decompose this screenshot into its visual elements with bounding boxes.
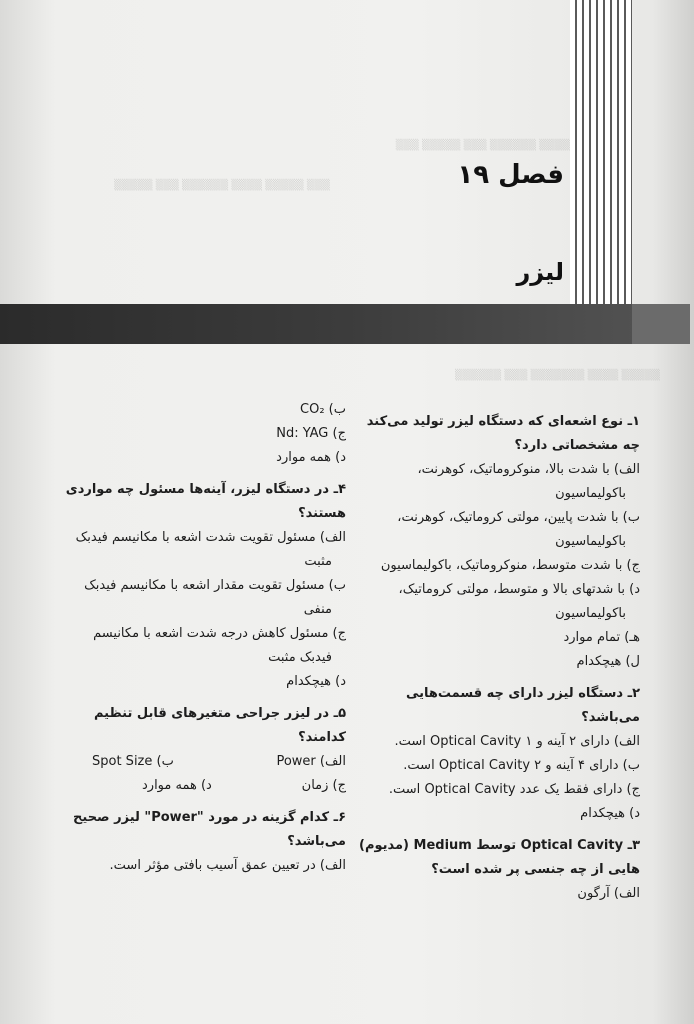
option-a: الف) Power bbox=[276, 754, 346, 769]
option: ج) با شدت متوسط، منوکروماتیک، باکولیماسیون bbox=[380, 558, 640, 573]
option-continuation: باکولیماسیون bbox=[555, 606, 626, 621]
bleed-through-text: ▒▒▒▒ ▒▒▒▒▒▒ ▒▒▒ ▒▒▒▒▒ ▒▒▒ bbox=[395, 140, 570, 151]
option bbox=[52, 750, 346, 774]
option-c: ج) زمان bbox=[301, 778, 346, 793]
option-continuation: باکولیماسیون bbox=[555, 534, 626, 549]
option-d: د) همه موارد bbox=[142, 778, 212, 793]
option: الف) در تعیین عمق آسیب بافتی مؤثر است. bbox=[109, 858, 346, 873]
question-4: ۴ـ در دستگاه لیزر، آینه‌ها مسئول چه مواردی هستند؟ bbox=[65, 482, 346, 521]
option: الف) دارای ۲ آینه و ۱ Optical Cavity است. bbox=[394, 734, 640, 749]
option: ج) دارای فقط یک عدد Optical Cavity است. bbox=[388, 782, 640, 797]
option: ب) مسئول تقویت مقدار اشعه با مکانیسم فیدبک bbox=[84, 578, 346, 593]
option-b: ب) Spot Size bbox=[92, 754, 174, 769]
option-continuation: مثبت bbox=[304, 554, 332, 569]
option: ب) دارای ۴ آینه و ۲ Optical Cavity است. bbox=[403, 758, 640, 773]
option: ج) مسئول کاهش درجه شدت اشعه با مکانیسم bbox=[93, 626, 346, 641]
question-5: ۵ـ در لیزر جراحی متغیرهای قابل تنظیم کدامند؟ bbox=[93, 706, 346, 745]
chapter-band-end bbox=[632, 304, 690, 344]
option: د) همه موارد bbox=[276, 450, 346, 465]
option: د) هیچکدام bbox=[286, 674, 346, 689]
option-continuation: باکولیماسیون bbox=[555, 486, 626, 501]
option: ب) CO₂ bbox=[300, 402, 346, 417]
option: الف) آرگون bbox=[577, 886, 640, 901]
right-column bbox=[358, 410, 640, 906]
chapter-title: فصل ۱۹ bbox=[457, 160, 564, 190]
question-6: ۶ـ کدام گزینه در مورد "Power" لیزر صحیح می‌باشد؟ bbox=[73, 810, 346, 849]
option: هـ) تمام موارد bbox=[563, 630, 640, 645]
option-continuation: فیدبک مثبت bbox=[268, 650, 332, 665]
left-column bbox=[52, 398, 346, 878]
bleed-through-text: ▒▒▒▒▒ ▒▒▒▒ ▒▒▒▒▒▒▒ ▒▒▒ ▒▒▒▒▒▒ bbox=[455, 370, 660, 381]
option: ج) Nd: YAG bbox=[276, 426, 346, 441]
chapter-band bbox=[0, 304, 690, 344]
chapter-subject: لیزر bbox=[516, 258, 564, 286]
question-3: ۳ـ Optical Cavity توسط Medium (مدیوم) هایی از چه جنسی پر شده است؟ bbox=[359, 838, 640, 877]
option: د) با شدتهای بالا و متوسط، مولتی کروماتیک، bbox=[398, 582, 640, 597]
option bbox=[52, 774, 346, 798]
option: د) هیچکدام bbox=[580, 806, 640, 821]
question-2: ۲ـ دستگاه لیزر دارای چه قسمت‌هایی می‌باشد؟ bbox=[405, 686, 640, 725]
bleed-through-text: ▒▒▒ ▒▒▒▒▒ ▒▒▒▒ ▒▒▒▒▒▒ ▒▒▒ ▒▒▒▒▒ bbox=[114, 180, 330, 191]
option: ب) با شدت پایین، مولتی کروماتیک، کوهرنت، bbox=[397, 510, 640, 525]
option-continuation: منفی bbox=[303, 602, 332, 617]
option: الف) مسئول تقویت شدت اشعه با مکانیسم فیدبک bbox=[75, 530, 346, 545]
chapter-stripes bbox=[570, 0, 632, 342]
option: الف) با شدت بالا، منوکروماتیک، کوهرنت، bbox=[417, 462, 640, 477]
option: ل) هیچکدام bbox=[576, 654, 640, 669]
question-1: ۱ـ نوع اشعه‌ای که دستگاه لیزر تولید می‌کند چه مشخصاتی دارد؟ bbox=[366, 414, 640, 453]
